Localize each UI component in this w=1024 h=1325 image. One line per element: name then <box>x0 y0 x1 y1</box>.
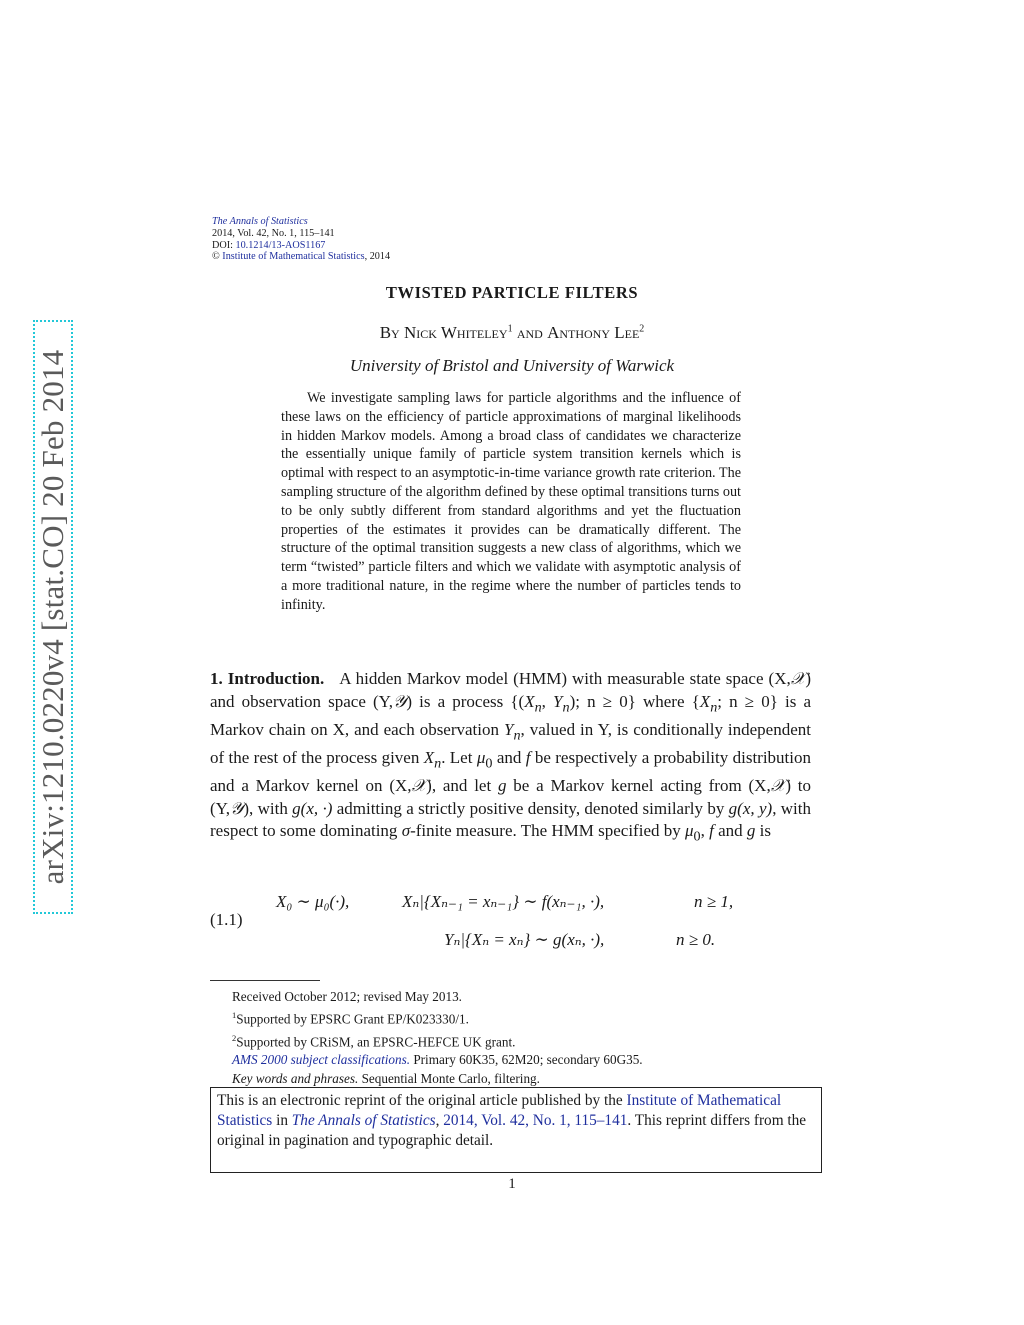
author-1-footnote-mark[interactable]: 1 <box>507 323 513 335</box>
math-comma: , <box>786 669 791 688</box>
intro-text: A hidden Markov model (HMM) with measurable state space ( <box>339 669 775 688</box>
introduction-paragraph <box>210 668 811 848</box>
math-mu: μ <box>476 747 486 767</box>
math-Yn: Y <box>553 691 563 711</box>
equation-line1-initial: X₀ ∼ μ₀(·), <box>276 892 350 911</box>
and-word: and <box>516 323 543 342</box>
author-2-footnote-mark[interactable]: 2 <box>639 323 645 335</box>
math-gx: g(x, ·) <box>292 798 333 818</box>
math-sub-0: 0 <box>693 828 701 845</box>
math-sub-0: 0 <box>485 755 493 772</box>
abstract: We investigate sampling laws for particle algorithms and the influence of these laws on the efficiency of particle approximations of marginal likelihoods in hidden Markov models. Among a broad class of candidates we characterize the essentially unique family of particle system transition kernels which is optimal with respect to an asymptotic-in-time variance growth rate criterion. The sampling structure of the algorithm defined by these optimal transitions turns out to be only subtly different from standard algorithms and yet the fluctuation properties of the estimates it provides can be dramatically different. The structure of the optimal transition suggests a new class of algorithms, which we term “twisted” particle filters and which we validate with asymptotic analysis of a more traditional nature, in the regime where the number of particles tends to infinity. <box>281 390 741 613</box>
math-comma: , <box>388 691 393 711</box>
intro-text: and <box>713 821 747 841</box>
doi-link[interactable]: 10.1214/13-AOS1167 <box>235 239 326 251</box>
footnote-2-text: Supported by CRiSM, an EPSRC-HEFCE UK grant. <box>236 1034 516 1050</box>
math-calX: 𝒳 <box>770 775 786 795</box>
journal-header <box>212 216 390 263</box>
reprint-notice-box <box>210 1087 822 1173</box>
math-sub-n: n <box>434 755 442 772</box>
intro-text: ), with <box>243 798 293 818</box>
reprint-text: . This reprint differs from the original in pagination and typographic detail. <box>217 1112 807 1149</box>
math-X: X <box>774 669 787 688</box>
intro-text: -finite measure. The HMM specified by <box>410 821 685 841</box>
publisher-link[interactable]: Institute of Mathematical Statistics <box>222 251 365 263</box>
intro-text: admitting a strictly positive density, denoted similarly by <box>332 798 729 818</box>
math-sub-n: n <box>513 727 521 744</box>
math-calX: 𝒳 <box>411 775 427 795</box>
footnote-2 <box>232 1029 643 1052</box>
equation-line1-transition: Xₙ|{Xₙ₋₁ = xₙ₋₁} ∼ f(xₙ₋₁, ·), <box>402 892 605 911</box>
copyright-line <box>212 251 390 263</box>
math-comma: , <box>407 775 412 795</box>
math-comma: , <box>766 775 771 795</box>
footnote-rule <box>210 980 320 981</box>
math-Xn: X <box>699 691 711 711</box>
keywords-text: Sequential Monte Carlo, filtering. <box>358 1070 540 1086</box>
intro-text: , valued in <box>520 719 598 739</box>
intro-text: ) is a process {( <box>406 691 525 711</box>
ams-codes: Primary 60K35, 62M20; secondary 60G35. <box>410 1052 643 1068</box>
math-f: f <box>709 821 714 841</box>
footnote-2-mark: 2 <box>232 1032 237 1043</box>
equation-line2-observation: Yₙ|{Xₙ = xₙ} ∼ g(xₙ, ·), <box>444 930 605 949</box>
intro-text: , <box>700 821 710 841</box>
math-calY: 𝒴 <box>230 798 244 818</box>
intro-text: ); n ≥ 0} where { <box>569 691 700 711</box>
paper-title: TWISTED PARTICLE FILTERS <box>385 283 639 302</box>
keywords-label: Key words and phrases. <box>232 1070 359 1086</box>
author-1: Nick Whiteley <box>403 323 508 342</box>
author-2: Anthony Lee <box>547 323 640 342</box>
math-sigma: σ <box>401 821 411 841</box>
math-Y: Y <box>597 719 608 739</box>
intro-text: and <box>492 747 526 767</box>
received-note: Received October 2012; revised May 2013. <box>232 989 462 1004</box>
math-comma: , <box>225 798 231 818</box>
reprint-text: This is an electronic reprint of the original article published by the <box>217 1092 627 1109</box>
math-mu: μ <box>685 821 694 841</box>
math-comma: , <box>541 691 546 711</box>
keywords <box>232 1070 643 1088</box>
math-f: f <box>525 747 531 767</box>
equation-line1-condition: n ≥ 1, <box>694 892 734 911</box>
affiliation: University of Bristol and University of Warwick <box>349 356 675 375</box>
math-gxy: g(x, y) <box>728 798 773 818</box>
math-Y: Y <box>378 691 389 711</box>
copyright-symbol: © <box>212 251 220 263</box>
math-calX: 𝒳 <box>790 669 806 688</box>
math-Xn: X <box>524 691 535 711</box>
intro-text: , and each observation <box>344 719 504 739</box>
ams-link[interactable]: AMS 2000 subject classifications. <box>232 1052 411 1068</box>
math-calY: 𝒴 <box>393 691 407 711</box>
math-X: X <box>332 719 345 739</box>
math-X: X <box>754 775 767 795</box>
footnote-1 <box>232 1006 643 1029</box>
arxiv-stamp[interactable]: arXiv:1210.0220v4 [stat.CO] 20 Feb 2014 <box>33 320 73 914</box>
doi-line <box>212 240 390 252</box>
volume-link[interactable]: 2014, Vol. 42, No. 1, 115–141 <box>443 1112 628 1129</box>
equation-number: (1.1) <box>210 910 243 929</box>
intro-text: , is conditionally independent of the rest of the process given <box>210 719 811 767</box>
equation-line2-condition: n ≥ 0. <box>676 930 716 949</box>
intro-text: , with respect to some dominating <box>210 798 811 841</box>
intro-text: ), and let <box>426 775 498 795</box>
intro-text: ) and observation space ( <box>210 669 812 711</box>
footnote-1-mark: 1 <box>232 1010 237 1021</box>
intro-text: be respectively a probability distribution and a Markov kernel on ( <box>210 747 812 795</box>
section-heading: 1. Introduction. <box>210 669 325 688</box>
intro-text: be a Markov kernel acting from ( <box>506 775 755 795</box>
intro-text: ; n ≥ 0} is a Markov chain on <box>210 691 811 739</box>
math-g: g <box>746 821 756 841</box>
ams-classification <box>232 1051 643 1069</box>
math-g: g <box>497 775 507 795</box>
volume-line: 2014, Vol. 42, No. 1, 115–141 <box>212 227 335 239</box>
publisher-link[interactable]: Institute of Mathematical Statistics <box>217 1092 782 1129</box>
math-sub-n: n <box>562 699 570 716</box>
intro-text: is <box>755 821 771 841</box>
footnote-1-text: Supported by EPSRC Grant EP/K023330/1. <box>236 1011 469 1027</box>
author-line <box>0 323 1024 343</box>
math-Y: Y <box>215 798 226 818</box>
reprint-text: in <box>272 1112 292 1129</box>
doi-label: DOI: <box>212 239 236 251</box>
copyright-year: , 2014 <box>364 251 391 263</box>
math-X: X <box>395 775 408 795</box>
math-Xn: X <box>423 747 435 767</box>
math-Yn: Y <box>503 719 514 739</box>
page-number: 1 <box>508 1176 516 1192</box>
intro-text: . Let <box>441 747 477 767</box>
math-sub-n: n <box>710 699 718 716</box>
journal-link[interactable]: The Annals of Statistics <box>291 1112 436 1129</box>
journal-link[interactable]: The Annals of Statistics <box>212 216 308 227</box>
reprint-text: , <box>435 1112 444 1129</box>
by-word: By <box>379 323 400 342</box>
footnotes <box>232 988 643 1088</box>
intro-text: ) to ( <box>210 775 811 818</box>
math-sub-n: n <box>534 699 542 716</box>
